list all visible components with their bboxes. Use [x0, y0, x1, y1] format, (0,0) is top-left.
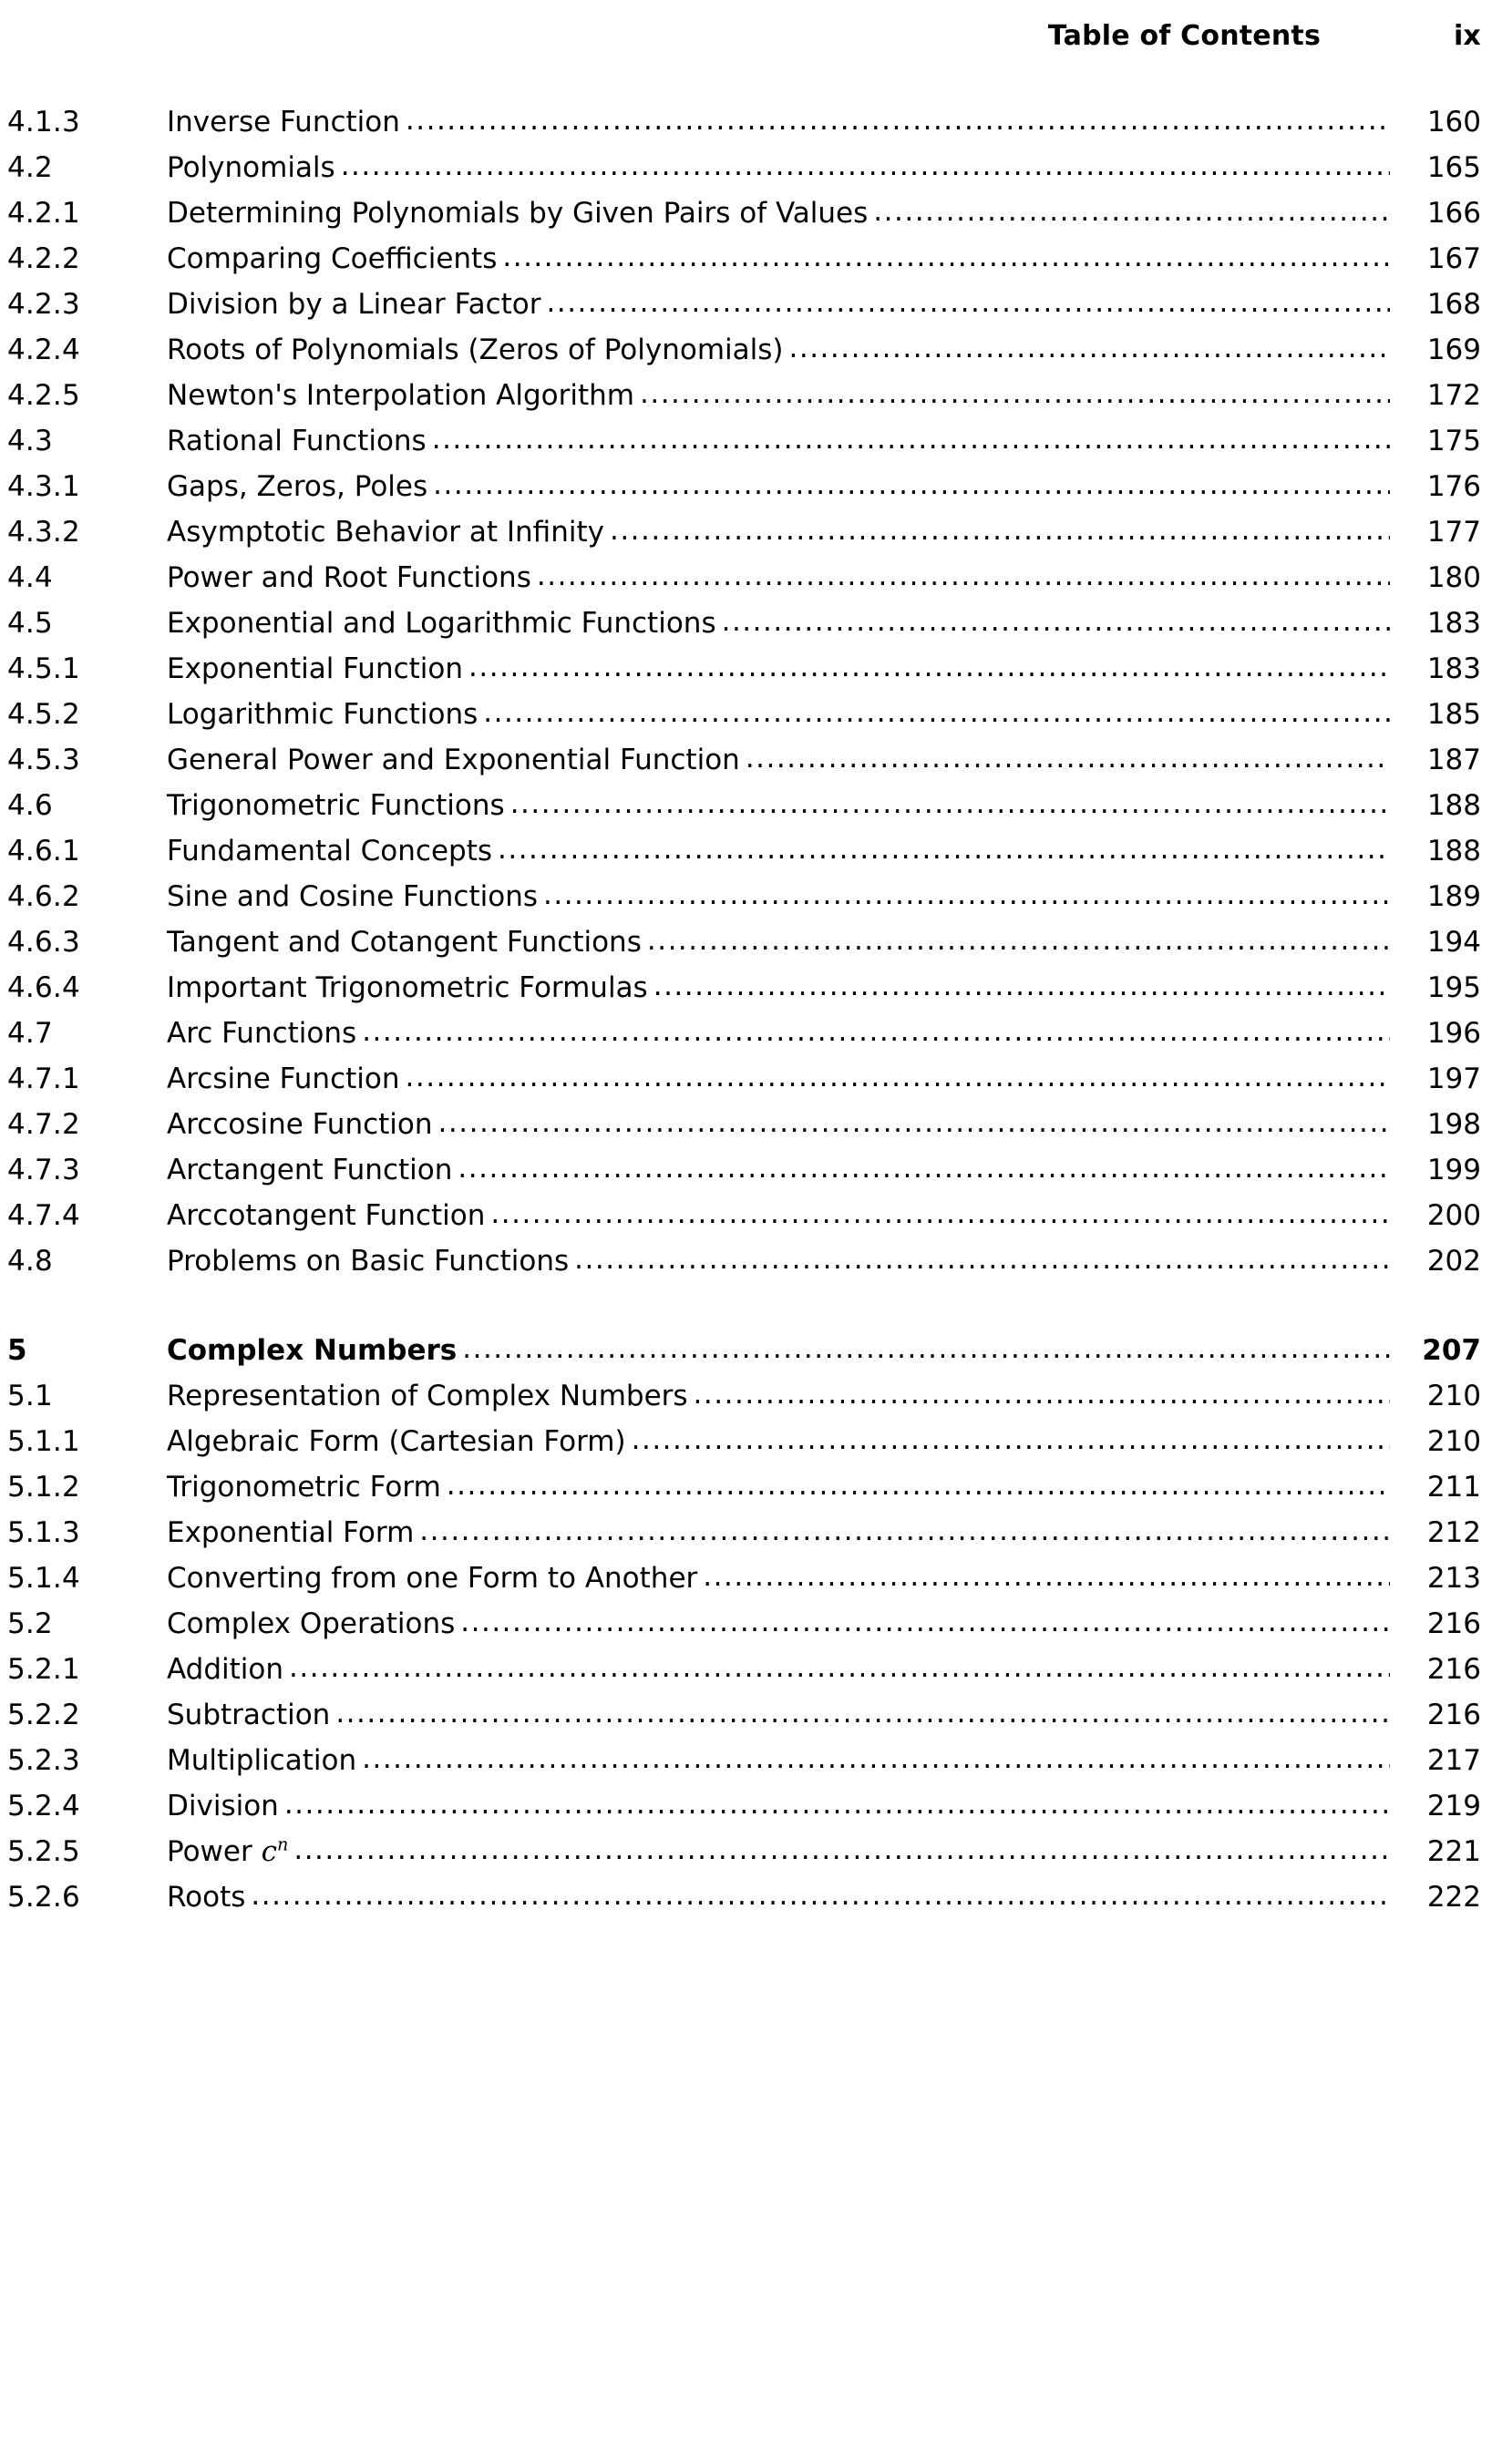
toc-entry-title-exponent: n	[276, 1833, 289, 1855]
toc-leader-dots	[251, 1882, 1390, 1910]
toc-entry-page: 188	[1426, 835, 1481, 868]
toc-entry-page: 211	[1426, 1471, 1481, 1504]
toc-leader-dots	[458, 1155, 1390, 1183]
toc-entry-title: Roots of Polynomials (Zeros of Polynomials)	[167, 334, 784, 366]
toc-entry-number: 4.2.5	[7, 379, 80, 412]
toc-leader-dots	[468, 653, 1390, 682]
toc-entry-title: Complex Numbers	[167, 1334, 458, 1367]
toc-entry[interactable]	[7, 789, 1481, 837]
toc-entry-title: Arc Functions	[167, 1017, 357, 1050]
toc-entry-number: 4.5.2	[7, 698, 80, 731]
toc-entry-title: Trigonometric Form	[167, 1471, 441, 1504]
toc-entry-title: Sine and Cosine Functions	[167, 880, 538, 913]
toc-entry-page: 189	[1426, 880, 1481, 913]
toc-leader-dots	[362, 1018, 1390, 1046]
toc-entry[interactable]	[7, 1156, 1481, 1202]
toc-entry-title: Logarithmic Functions	[167, 698, 478, 731]
toc-entry-page: 183	[1426, 652, 1481, 685]
toc-entry[interactable]	[7, 698, 1481, 746]
toc-entry-page: 188	[1426, 789, 1481, 822]
toc-group-chapter5	[7, 1382, 1481, 1929]
toc-entry-number: 4.6.4	[7, 971, 80, 1004]
toc-entry-number: 5.1.4	[7, 1562, 80, 1595]
toc-leader-dots	[490, 1200, 1390, 1228]
toc-entry-title: Problems on Basic Functions	[167, 1245, 570, 1278]
toc-leader-dots	[284, 1791, 1390, 1819]
toc-entry[interactable]	[7, 1425, 1481, 1473]
toc-entry[interactable]	[7, 880, 1481, 929]
toc-entry-page: 177	[1426, 516, 1481, 549]
toc-entry[interactable]	[7, 470, 1481, 518]
toc-entry[interactable]	[7, 1017, 1481, 1065]
toc-entry-title: Roots	[167, 1881, 246, 1914]
toc-entry-page: 222	[1426, 1881, 1481, 1914]
toc-leader-dots	[746, 744, 1390, 773]
toc-leader-dots	[335, 1699, 1390, 1728]
toc-entry[interactable]	[7, 1473, 1481, 1519]
toc-entry-number: 4.2.2	[7, 242, 80, 275]
toc-entry-page: 165	[1426, 151, 1481, 184]
toc-entry[interactable]	[7, 746, 1481, 792]
toc-leader-dots	[406, 1063, 1390, 1092]
toc-leader-dots	[433, 471, 1390, 499]
toc-entry-page: 216	[1426, 1699, 1481, 1731]
toc-entry-title: Polynomials	[167, 151, 335, 184]
toc-entry[interactable]	[7, 561, 1481, 610]
toc-leader-dots	[789, 334, 1391, 363]
toc-leader-dots	[537, 562, 1390, 590]
toc-entry-title: Arcsine Function	[167, 1063, 400, 1095]
toc-entry-page: 194	[1426, 926, 1481, 959]
toc-entry[interactable]	[7, 379, 1481, 427]
toc-leader-dots	[574, 1246, 1390, 1274]
toc-entry-number: 5.2	[7, 1607, 53, 1640]
toc-entry-title: Determining Polynomials by Given Pairs of Values	[167, 197, 869, 230]
toc-entry[interactable]	[7, 1247, 1481, 1293]
toc-entry-page: 160	[1426, 106, 1481, 139]
toc-entry-page: 195	[1426, 971, 1481, 1004]
toc-entry-title: Power $c^n$	[167, 1833, 289, 1868]
toc-entry-number: 4.6.1	[7, 835, 80, 868]
toc-entry[interactable]	[7, 336, 1481, 382]
toc-entry-page: 183	[1426, 607, 1481, 640]
toc-entry-title: Power and Root Functions	[167, 561, 531, 594]
toc-entry-number: 4.3	[7, 425, 53, 457]
toc-entry-number: 4.8	[7, 1245, 53, 1278]
toc-entry-page: 213	[1426, 1562, 1481, 1595]
toc-entry-number: 5.1	[7, 1380, 53, 1412]
running-head-folio: ix	[1453, 20, 1481, 52]
toc-entry-number: 5	[7, 1334, 27, 1367]
toc-leader-dots	[438, 1109, 1390, 1137]
toc-entry-number: 5.1.3	[7, 1516, 80, 1549]
toc-entry-page: 169	[1426, 334, 1481, 366]
toc-leader-dots	[289, 1654, 1390, 1682]
toc-entry-number: 4.4	[7, 561, 53, 594]
toc-leader-dots	[547, 289, 1391, 317]
toc-spacer	[7, 1293, 1481, 1337]
toc-leader-dots	[873, 198, 1390, 226]
toc-entry-page: 216	[1426, 1653, 1481, 1686]
toc-entry-number: 4.7.4	[7, 1199, 80, 1232]
toc-leader-dots	[419, 1517, 1390, 1545]
toc-entry-page: 200	[1426, 1199, 1481, 1232]
toc-entry[interactable]	[7, 518, 1481, 564]
toc-entry-title: Representation of Complex Numbers	[167, 1380, 688, 1412]
toc-entry[interactable]	[7, 108, 1481, 154]
toc-entry-title-math: $c^n$	[261, 1833, 289, 1868]
toc-entry-title: Trigonometric Functions	[167, 789, 505, 822]
toc-entry-page: 185	[1426, 698, 1481, 731]
toc-entry[interactable]	[7, 1653, 1481, 1701]
toc-leader-dots	[543, 881, 1390, 909]
toc-entry[interactable]	[7, 1065, 1481, 1111]
toc-entry-title: Tangent and Cotangent Functions	[167, 926, 642, 959]
toc-entry-number: 4.6	[7, 789, 53, 822]
toc-entry-title: Fundamental Concepts	[167, 835, 492, 868]
toc-entry-number: 4.2.1	[7, 197, 80, 230]
toc-entry[interactable]	[7, 1562, 1481, 1610]
toc-entry[interactable]	[7, 1607, 1481, 1656]
toc-entry-page: 217	[1426, 1744, 1481, 1777]
toc-entry-number: 4.3.1	[7, 470, 80, 503]
toc-entry-number: 4.5	[7, 607, 53, 640]
toc-leader-dots	[447, 1472, 1390, 1500]
toc-entry-page: 198	[1426, 1108, 1481, 1141]
toc-group-chapter4	[7, 108, 1481, 1293]
toc-entry-page: 172	[1426, 379, 1481, 412]
toc-entry-number: 5.2.6	[7, 1881, 80, 1914]
toc-entry-page: 210	[1426, 1425, 1481, 1458]
toc-entry-title: Newton's Interpolation Algorithm	[167, 379, 634, 412]
toc-entry-page: 176	[1426, 470, 1481, 503]
toc-entry-page: 196	[1426, 1017, 1481, 1050]
toc-entry-page: 175	[1426, 425, 1481, 457]
toc-entry-page: 221	[1426, 1835, 1481, 1868]
toc-entry[interactable]	[7, 1382, 1481, 1428]
toc-entry[interactable]	[7, 652, 1481, 701]
toc-entry-number: 5.2.1	[7, 1653, 80, 1686]
toc-entry[interactable]	[7, 1108, 1481, 1156]
toc-entry-page: 168	[1426, 288, 1481, 321]
toc-leader-dots	[462, 1335, 1390, 1363]
toc-entry-number: 5.1.1	[7, 1425, 80, 1458]
toc-leader-dots	[483, 699, 1390, 727]
toc-entry-title: Exponential Function	[167, 652, 464, 685]
toc-entry[interactable]	[7, 837, 1481, 883]
toc-entry-title: Important Trigonometric Formulas	[167, 971, 648, 1004]
toc-entry-number: 4.6.2	[7, 880, 80, 913]
toc-entry-page: 180	[1426, 561, 1481, 594]
toc-entry-title: Inverse Function	[167, 106, 400, 139]
toc-entry-title: Subtraction	[167, 1699, 331, 1731]
toc-entry-title: Complex Operations	[167, 1607, 456, 1640]
toc-entry-title: Division	[167, 1790, 279, 1822]
toc-leader-dots	[632, 1426, 1390, 1454]
toc-entry-page: 216	[1426, 1607, 1481, 1640]
toc-entry[interactable]	[7, 242, 1481, 291]
toc-entry-title: Comparing Coefficients	[167, 242, 498, 275]
toc-entry-number: 4.7.1	[7, 1063, 80, 1095]
toc-leader-dots	[341, 152, 1390, 180]
toc-entry-page: 219	[1426, 1790, 1481, 1822]
toc-entry-page: 167	[1426, 242, 1481, 275]
toc-leader-dots	[694, 1381, 1390, 1409]
toc-entry-number: 5.1.2	[7, 1471, 80, 1504]
toc-entry-number: 5.2.4	[7, 1790, 80, 1822]
toc-entry-title: Exponential Form	[167, 1516, 415, 1549]
toc-entry-number: 4.2.4	[7, 334, 80, 366]
toc-entry-page: 207	[1422, 1334, 1481, 1367]
toc-entry-title: Arctangent Function	[167, 1154, 453, 1186]
toc-leader-dots	[362, 1745, 1390, 1773]
toc-entry[interactable]	[7, 1881, 1481, 1929]
toc-leader-dots	[293, 1836, 1390, 1864]
toc-entry-title: Arccosine Function	[167, 1108, 433, 1141]
toc-entry-title: General Power and Exponential Function	[167, 744, 740, 776]
toc-entry-title: Gaps, Zeros, Poles	[167, 470, 428, 503]
toc-entry[interactable]	[7, 427, 1481, 473]
toc-entry-number: 5.2.2	[7, 1699, 80, 1731]
running-head-title: Table of Contents	[1047, 20, 1321, 52]
toc-leader-dots	[460, 1608, 1390, 1637]
toc-list	[0, 108, 1492, 1929]
toc-entry[interactable]	[7, 197, 1481, 245]
toc-entry-page: 166	[1426, 197, 1481, 230]
toc-entry-chapter5[interactable]	[7, 1334, 1481, 1382]
toc-entry-page: 212	[1426, 1516, 1481, 1549]
toc-leader-dots	[510, 790, 1390, 818]
toc-entry[interactable]	[7, 288, 1481, 336]
toc-entry[interactable]	[7, 151, 1481, 200]
toc-entry-title: Asymptotic Behavior at Infinity	[167, 516, 604, 549]
toc-entry-number: 5.2.3	[7, 1744, 80, 1777]
toc-entry-number: 4.7.3	[7, 1154, 80, 1186]
toc-entry-page: 187	[1426, 744, 1481, 776]
toc-entry[interactable]	[7, 926, 1481, 974]
toc-entry-number: 5.2.5	[7, 1835, 80, 1868]
toc-entry-title: Exponential and Logarithmic Functions	[167, 607, 716, 640]
toc-leader-dots	[406, 107, 1390, 135]
toc-entry-number: 4.7	[7, 1017, 53, 1050]
toc-entry-title: Converting from one Form to Another	[167, 1562, 698, 1595]
toc-entry-number: 4.2	[7, 151, 53, 184]
running-head	[0, 0, 1492, 52]
toc-leader-dots	[432, 426, 1390, 454]
toc-entry[interactable]	[7, 971, 1481, 1020]
toc-entry-number: 4.5.1	[7, 652, 80, 685]
toc-entry-page: 197	[1426, 1063, 1481, 1095]
toc-entry-number: 4.1.3	[7, 106, 80, 139]
toc-leader-dots	[498, 836, 1390, 864]
toc-entry[interactable]	[7, 1516, 1481, 1565]
toc-entry-page: 202	[1426, 1245, 1481, 1278]
toc-entry[interactable]	[7, 1744, 1481, 1792]
toc-entry-title: Algebraic Form (Cartesian Form)	[167, 1425, 626, 1458]
toc-entry[interactable]	[7, 607, 1481, 655]
toc-entry-title: Addition	[167, 1653, 284, 1686]
toc-entry-number: 4.7.2	[7, 1108, 80, 1141]
toc-entry-number: 4.2.3	[7, 288, 80, 321]
toc-leader-dots	[502, 243, 1390, 272]
toc-leader-dots	[722, 608, 1390, 636]
toc-leader-dots	[610, 517, 1390, 545]
toc-entry[interactable]	[7, 1199, 1481, 1247]
toc-entry[interactable]	[7, 1833, 1481, 1884]
toc-leader-dots	[647, 927, 1390, 955]
toc-entry-title: Arccotangent Function	[167, 1199, 486, 1232]
toc-entry[interactable]	[7, 1792, 1481, 1838]
toc-leader-dots	[653, 972, 1390, 1001]
toc-entry[interactable]	[7, 1701, 1481, 1747]
toc-entry-page: 199	[1426, 1154, 1481, 1186]
toc-leader-dots	[640, 380, 1390, 408]
toc-entry-number: 4.6.3	[7, 926, 80, 959]
toc-entry-number: 4.3.2	[7, 516, 80, 549]
toc-entry-number: 4.5.3	[7, 744, 80, 776]
toc-leader-dots	[703, 1563, 1390, 1591]
toc-entry-title: Division by a Linear Factor	[167, 288, 541, 321]
toc-entry-page: 210	[1426, 1380, 1481, 1412]
toc-entry-title: Rational Functions	[167, 425, 427, 457]
toc-entry-title: Multiplication	[167, 1744, 357, 1777]
